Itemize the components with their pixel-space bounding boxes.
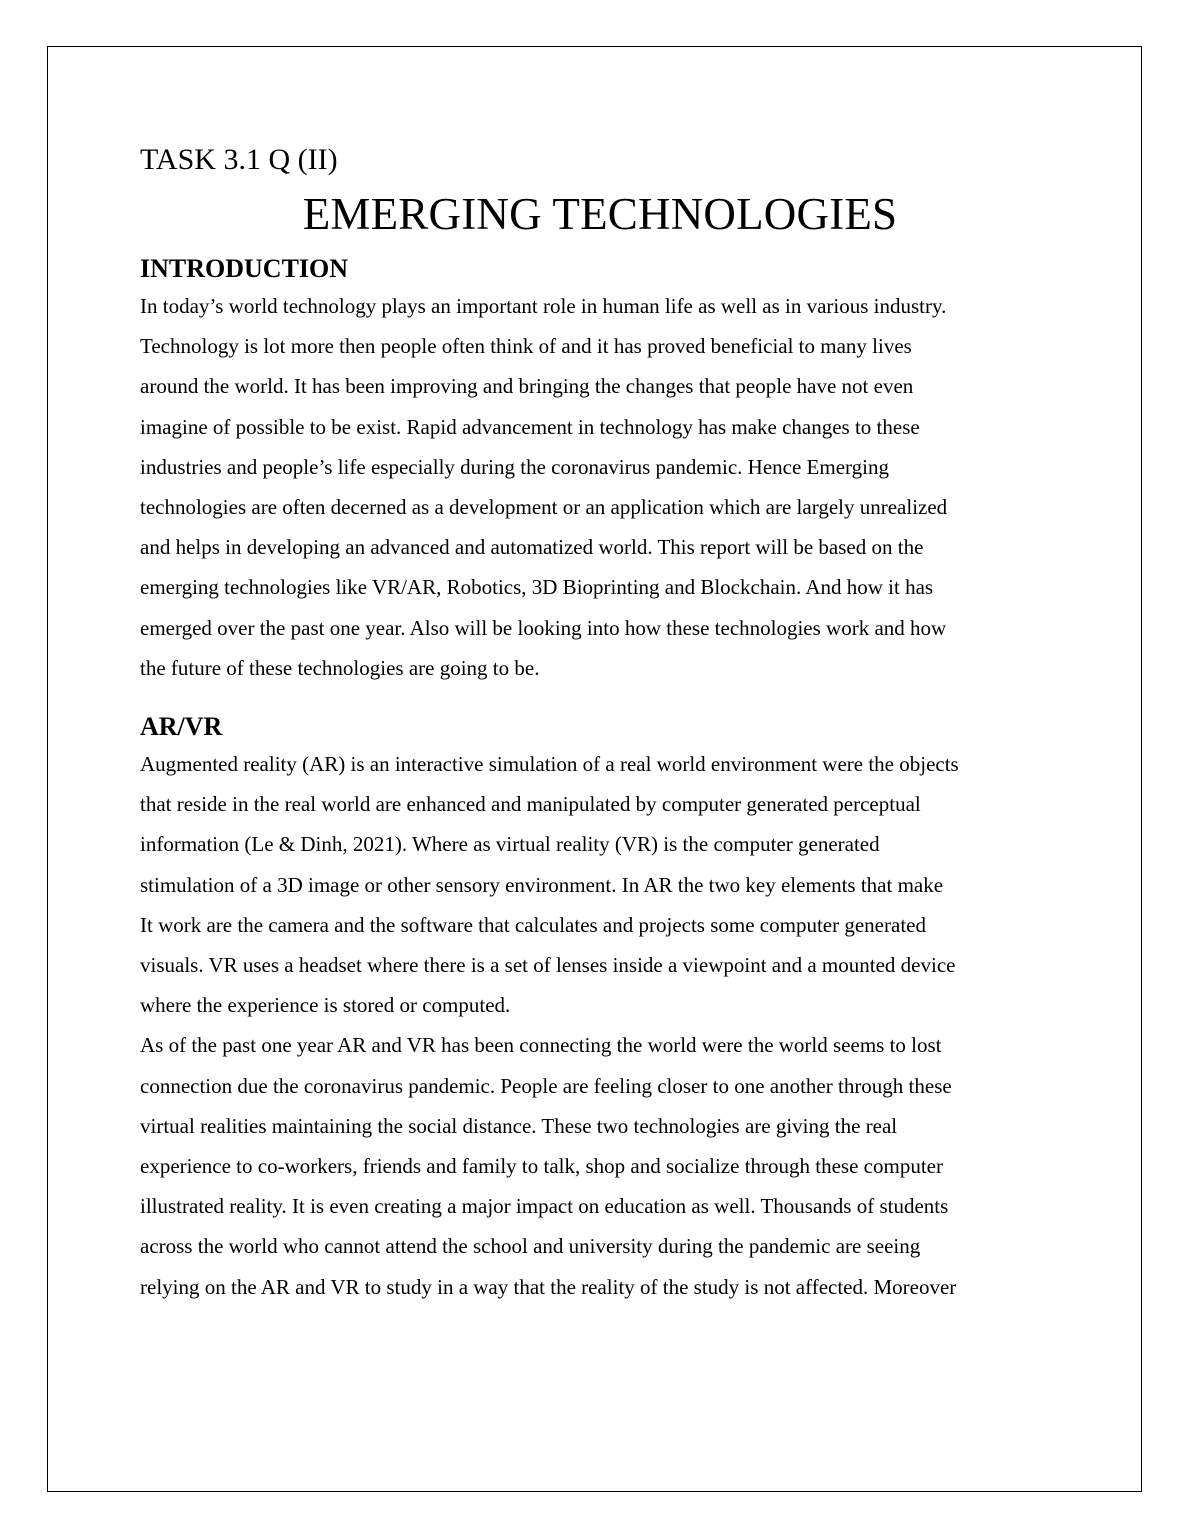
text-line: imagine of possible to be exist. Rapid advancement in technology has make changes to these <box>140 414 920 439</box>
text-line: stimulation of a 3D image or other sensory environment. In AR the two key elements that make <box>140 872 944 897</box>
text-line: the future of these technologies are going to be. <box>140 655 540 680</box>
text-line: information (Le & Dinh, 2021). Where as virtual reality (VR) is the computer generated <box>140 832 880 857</box>
text-line: relying on the AR and VR to study in a way that the reality of the study is not affected. Moreover <box>140 1274 957 1299</box>
text-line: technologies are often decerned as a development or an application which are largely unrealized <box>140 495 948 520</box>
text-line: emerging technologies like VR/AR, Robotics, 3D Bioprinting and Blockchain. And how it has <box>140 575 934 600</box>
document-title: EMERGING TECHNOLOGIES <box>302 189 898 239</box>
text-line: emerged over the past one year. Also will be looking into how these technologies work and how <box>140 615 947 640</box>
text-line: visuals. VR uses a headset where there is a set of lenses inside a viewpoint and a mounted device <box>140 953 956 978</box>
task-label: TASK 3.1 Q (II) <box>140 143 338 176</box>
text-line: across the world who cannot attend the school and university during the pandemic are seeing <box>140 1234 921 1259</box>
text-line: virtual realities maintaining the social distance. These two technologies are giving the real <box>140 1113 898 1138</box>
paragraph-introduction <box>140 286 1060 688</box>
section-heading-ar-vr: AR/VR <box>140 712 223 742</box>
text-line: where the experience is stored or computed. <box>140 993 511 1018</box>
text-line: industries and people’s life especially during the coronavirus pandemic. Hence Emerging <box>140 454 889 479</box>
text-line: It work are the camera and the software that calculates and projects some computer generated <box>140 912 926 937</box>
paragraph-ar-vr-definition <box>140 744 1060 1025</box>
document-body <box>140 140 1060 1307</box>
text-line: around the world. It has been improving and bringing the changes that people have not even <box>140 374 914 399</box>
text-line: Technology is lot more then people often think of and it has proved beneficial to many lives <box>140 334 912 359</box>
text-line: and helps in developing an advanced and automatized world. This report will be based on the <box>140 535 924 560</box>
text-line: that reside in the real world are enhanced and manipulated by computer generated perceptual <box>140 792 921 817</box>
text-line: experience to co-workers, friends and family to talk, shop and socialize through these computer <box>140 1154 943 1179</box>
section-heading-introduction: INTRODUCTION <box>140 254 349 283</box>
text-line: illustrated reality. It is even creating a major impact on education as well. Thousands of students <box>140 1194 949 1219</box>
text-line: In today’s world technology plays an important role in human life as well as in various industry. <box>140 294 947 318</box>
text-line: Augmented reality (AR) is an interactive simulation of a real world environment were the objects <box>140 752 959 777</box>
text-line: As of the past one year AR and VR has been connecting the world were the world seems to lost <box>140 1033 942 1058</box>
text-line: connection due the coronavirus pandemic. People are feeling closer to one another through these <box>140 1073 952 1098</box>
paragraph-ar-vr-pandemic <box>140 1025 1060 1306</box>
